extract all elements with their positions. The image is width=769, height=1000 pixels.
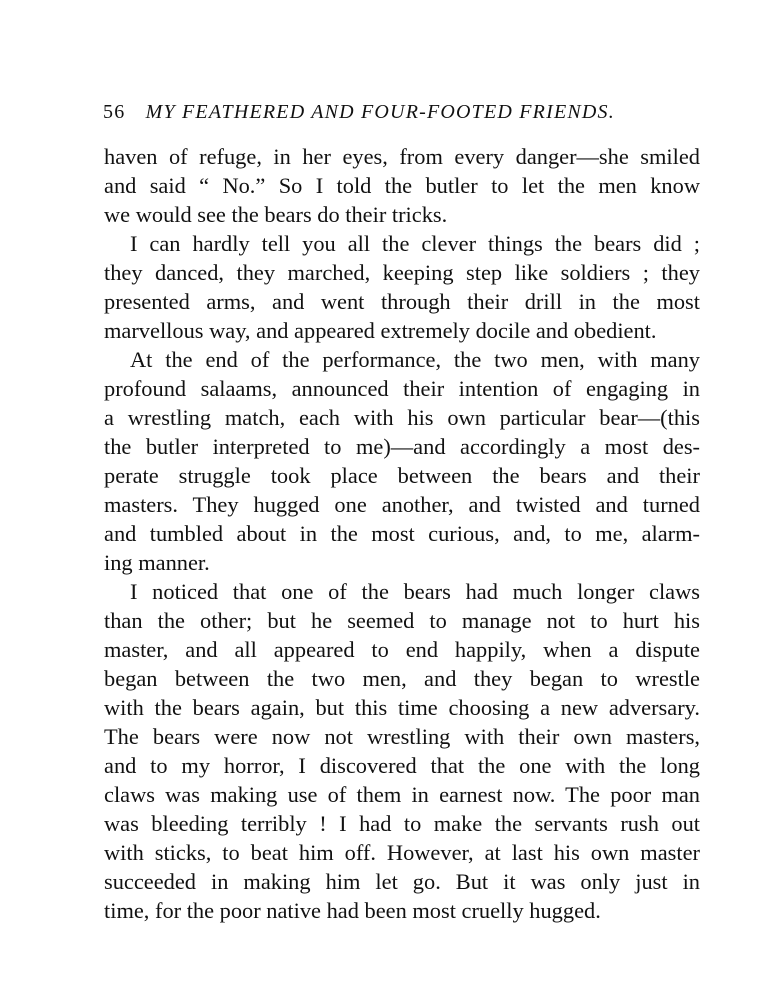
text-line: ing manner. [104, 550, 210, 575]
text-line: marvellous way, and appeared extremely docile and obedient. [104, 318, 657, 343]
text-line: began between the two men, and they began to wrestle [104, 666, 700, 691]
text-line: perate struggle took place between the bears and their [104, 463, 700, 488]
text-line: master, and all appeared to end happily, when a dispute [104, 637, 700, 662]
text-line: and to my horror, I discovered that the one with the long [104, 753, 700, 778]
text-line: the butler interpreted to me)—and accordingly a most des- [104, 434, 700, 459]
text-line: and said “ No.” So I told the butler to let the men know [104, 173, 700, 198]
text-line: than the other; but he seemed to manage not to hurt his [104, 608, 700, 633]
text-line: a wrestling match, each with his own particular bear—(this [104, 405, 700, 430]
running-header [103, 101, 703, 124]
text-line: masters. They hugged one another, and twisted and turned [104, 492, 700, 517]
text-line: time, for the poor native had been most cruelly hugged. [104, 898, 601, 923]
page-number: 56 [103, 101, 126, 123]
text-line: with the bears again, but this time choosing a new adversary. [104, 695, 700, 720]
running-title: MY FEATHERED AND FOUR-FOOTED FRIENDS. [145, 101, 615, 123]
text-line: At the end of the performance, the two men, with many [130, 347, 700, 372]
text-line: haven of refuge, in her eyes, from every danger—she smiled [104, 144, 700, 169]
text-line: and tumbled about in the most curious, and, to me, alarm- [104, 521, 700, 546]
text-line: claws was making use of them in earnest now. The poor man [104, 782, 700, 807]
text-line: The bears were now not wrestling with their own masters, [104, 724, 700, 749]
text-line: profound salaams, announced their intention of engaging in [104, 376, 700, 401]
text-line: we would see the bears do their tricks. [104, 202, 448, 227]
text-line: I can hardly tell you all the clever things the bears did ; [130, 231, 700, 256]
text-line: succeeded in making him let go. But it was only just in [104, 869, 700, 894]
text-line: was bleeding terribly ! I had to make the servants rush out [104, 811, 700, 836]
text-line: with sticks, to beat him off. However, at last his own master [104, 840, 700, 865]
text-line: I noticed that one of the bears had much longer claws [130, 579, 700, 604]
text-line: they danced, they marched, keeping step like soldiers ; they [104, 260, 700, 285]
text-line: presented arms, and went through their drill in the most [104, 289, 700, 314]
